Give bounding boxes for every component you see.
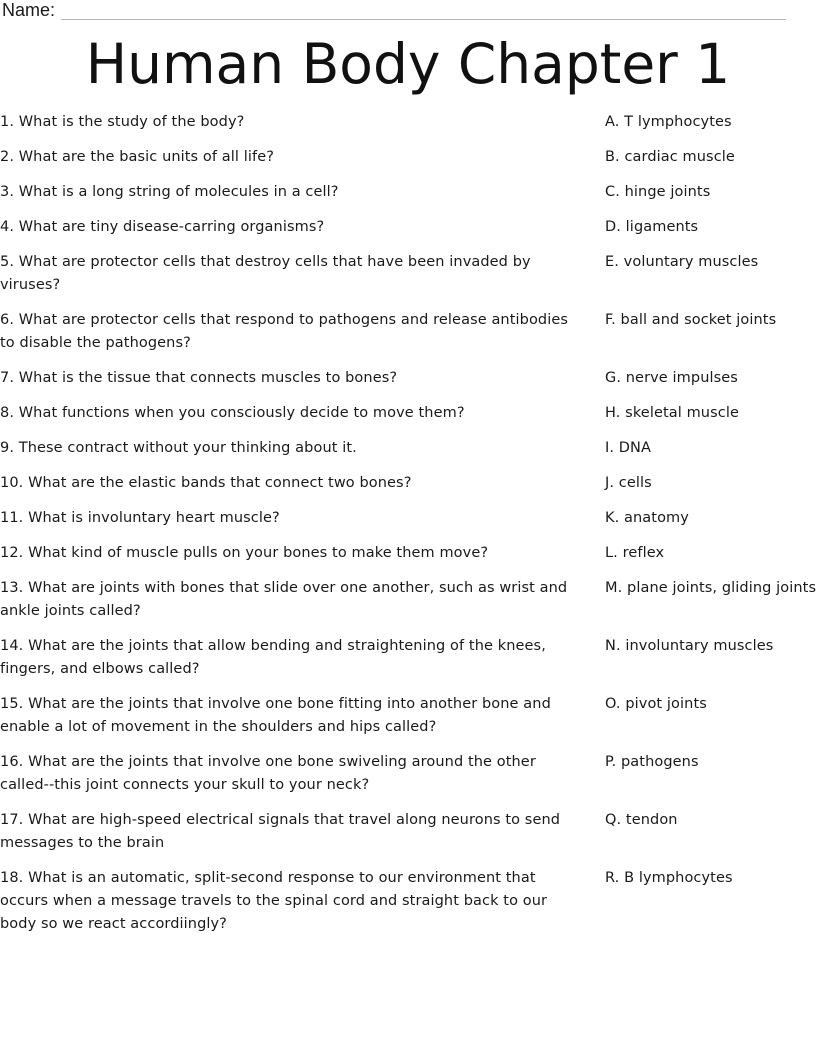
question-text: 5. What are protector cells that destroy cells that have been invaded by viruses? <box>0 254 531 293</box>
worksheet-title: Human Body Chapter 1 <box>85 32 731 96</box>
answer-option: L. reflex <box>605 545 665 561</box>
question-text: 1. What is the study of the body? <box>0 114 245 130</box>
matching-row <box>0 472 816 507</box>
answer-option: R. B lymphocytes <box>605 870 733 886</box>
name-field <box>2 0 786 20</box>
answer-option: I. DNA <box>605 440 652 456</box>
question-text: 15. What are the joints that involve one bone fitting into another bone and enable a lot of movement in the shoulders and hips called? <box>0 696 551 735</box>
answer-option: M. plane joints, gliding joints <box>605 580 816 596</box>
answer-option: A. T lymphocytes <box>605 114 732 130</box>
matching-row <box>0 751 816 809</box>
question-text: 2. What are the basic units of all life? <box>0 149 275 165</box>
matching-row <box>0 437 816 472</box>
matching-row <box>0 635 816 693</box>
matching-row <box>0 867 816 948</box>
question-text: 8. What functions when you consciously decide to move them? <box>0 405 465 421</box>
answer-option: P. pathogens <box>605 754 699 770</box>
name-write-line[interactable] <box>61 2 786 20</box>
matching-row <box>0 367 816 402</box>
question-text: 11. What is involuntary heart muscle? <box>0 510 280 526</box>
matching-list <box>0 111 816 948</box>
answer-option: C. hinge joints <box>605 184 711 200</box>
matching-row <box>0 402 816 437</box>
answer-option: J. cells <box>605 475 652 491</box>
answer-option: B. cardiac muscle <box>605 149 735 165</box>
matching-row <box>0 507 816 542</box>
matching-row <box>0 216 816 251</box>
question-text: 17. What are high-speed electrical signals that travel along neurons to send messages to the brain <box>0 812 561 851</box>
matching-row <box>0 146 816 181</box>
matching-row <box>0 809 816 867</box>
answer-option: H. skeletal muscle <box>605 405 739 421</box>
question-text: 7. What is the tissue that connects muscles to bones? <box>0 370 398 386</box>
name-label: Name: <box>2 0 56 20</box>
question-text: 9. These contract without your thinking about it. <box>0 440 357 456</box>
answer-option: F. ball and socket joints <box>605 312 777 328</box>
question-text: 16. What are the joints that involve one bone swiveling around the other called--this joint connects your skull to your neck? <box>0 754 536 793</box>
answer-option: Q. tendon <box>605 812 678 828</box>
answer-option: N. involuntary muscles <box>605 638 774 654</box>
question-text: 12. What kind of muscle pulls on your bones to make them move? <box>0 545 489 561</box>
matching-row <box>0 693 816 751</box>
matching-row <box>0 542 816 577</box>
matching-row <box>0 251 816 309</box>
question-text: 4. What are tiny disease-carring organisms? <box>0 219 325 235</box>
matching-row <box>0 181 816 216</box>
answer-option: D. ligaments <box>605 219 699 235</box>
question-text: 3. What is a long string of molecules in a cell? <box>0 184 339 200</box>
answer-option: E. voluntary muscles <box>605 254 759 270</box>
answer-option: K. anatomy <box>605 510 689 526</box>
matching-row <box>0 309 816 367</box>
matching-row <box>0 111 816 146</box>
question-text: 14. What are the joints that allow bending and straightening of the knees, fingers, and elbows called? <box>0 638 546 677</box>
answer-option: G. nerve impulses <box>605 370 738 386</box>
question-text: 6. What are protector cells that respond to pathogens and release antibodies to disable the pathogens? <box>0 312 569 351</box>
question-text: 18. What is an automatic, split-second response to our environment that occurs when a message travels to the spinal cord and straight back to our body so we react accordiingly? <box>0 870 548 932</box>
question-text: 10. What are the elastic bands that connect two bones? <box>0 475 412 491</box>
answer-option: O. pivot joints <box>605 696 707 712</box>
matching-row <box>0 577 816 635</box>
question-text: 13. What are joints with bones that slide over one another, such as wrist and ankle joints called? <box>0 580 568 619</box>
